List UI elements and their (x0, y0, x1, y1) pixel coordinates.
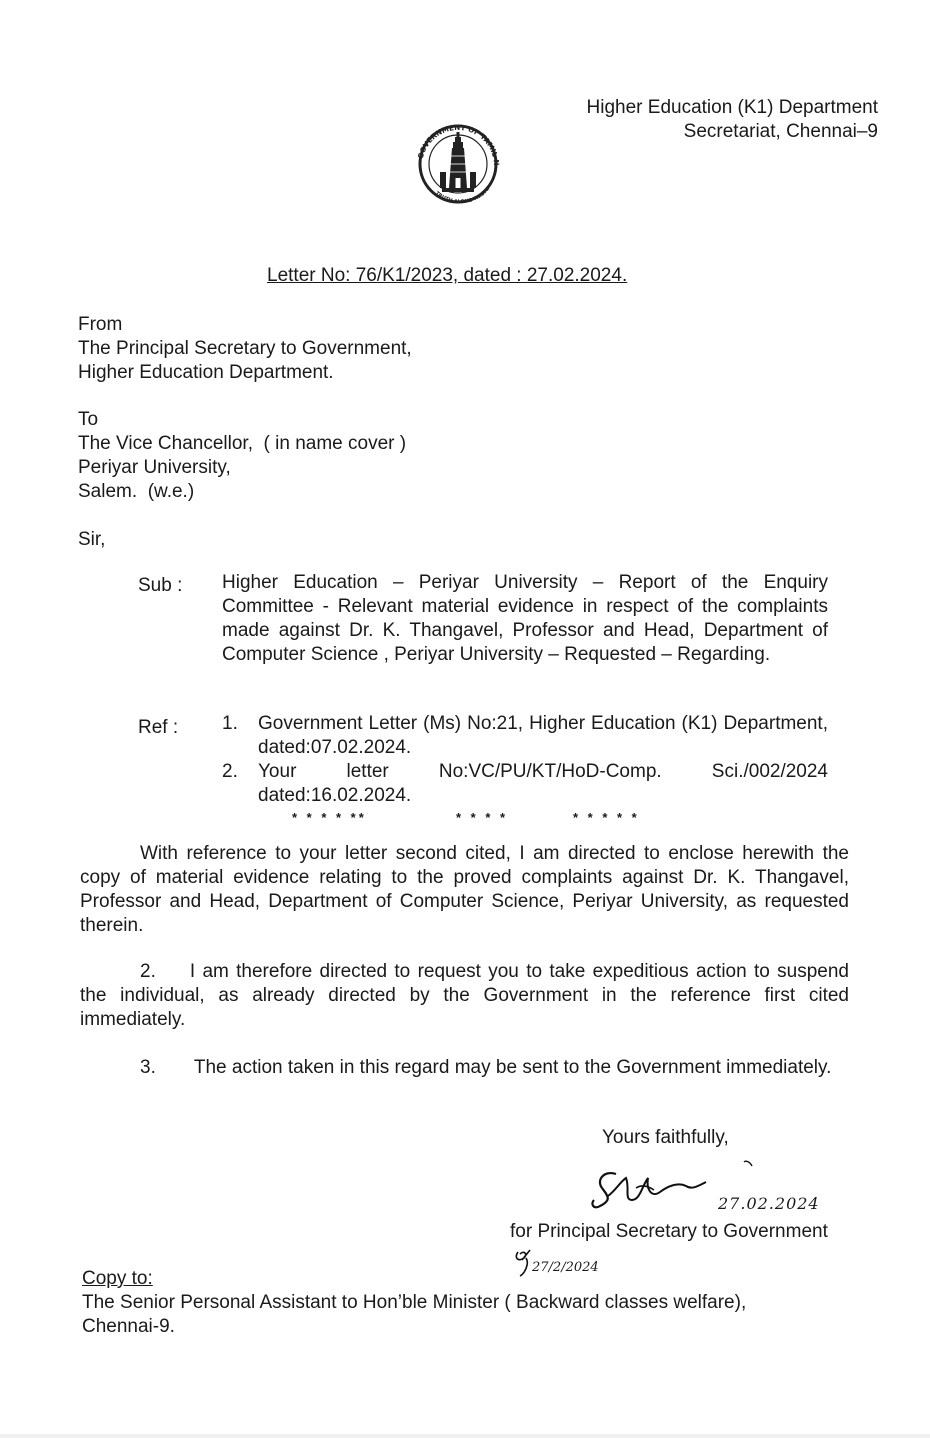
to-line-3: Salem. (w.e.) (78, 481, 195, 502)
signature-date: 27.02.2024 (718, 1194, 820, 1213)
paragraph-number: 3. (140, 1057, 156, 1078)
to-label: To (78, 409, 99, 430)
government-seal-icon (412, 116, 504, 216)
reference-item (222, 760, 828, 808)
to-line-1: The Vice Chancellor, ( in name cover ) (78, 433, 407, 454)
copy-to-line-2: Chennai-9. (82, 1316, 175, 1337)
separator-stars: * * * * ** (292, 810, 367, 825)
copy-to-label: Copy to: (82, 1268, 153, 1289)
department-name: Higher Education (K1) Department (586, 97, 878, 118)
separator-stars: * * * * * (573, 810, 640, 825)
reference-number: 1. (222, 713, 238, 734)
from-label: From (78, 314, 123, 335)
subject-text: Higher Education – Periyar University – Report of the Enquiry Committee - Relevant material evidence in respect of the complaints made against Dr. K. Thangavel, Professor and Head, Department of Computer Science , Periyar University – Requested – Regarding. (222, 572, 828, 665)
page-bottom-edge (0, 1434, 930, 1438)
paragraph-text: The action taken in this regard may be sent to the Government immediately. (193, 1057, 832, 1078)
reference-text-line: dated:16.02.2024. (258, 785, 412, 806)
body-paragraph-3 (80, 1056, 849, 1080)
reference-word: letter (346, 761, 389, 782)
from-line-1: The Principal Secretary to Government, (78, 338, 412, 359)
signatory-designation: for Principal Secretary to Government (510, 1221, 828, 1242)
reference-text-line (258, 760, 828, 784)
initials-date: 27/2/2024 (532, 1260, 599, 1275)
reference-word: Sci./002/2024 (711, 761, 828, 782)
body-paragraph-1 (80, 842, 849, 938)
paragraph-text: I am therefore directed to request you to take expeditious action to suspend the individual, as already directed by the Government in the reference first cited immediately. (80, 961, 849, 1030)
reference-number: 2. (222, 761, 238, 782)
copy-to-line-1: The Senior Personal Assistant to Hon’ble Minister ( Backward classes welfare), (82, 1292, 747, 1313)
svg-text:GOVERNMENT OF TAMIL NADU: GOVERNMENT OF TAMIL N (415, 122, 502, 166)
copy-to-section (82, 1267, 746, 1339)
complimentary-close: Yours faithfully, (602, 1127, 729, 1148)
separator-stars: * * * * (456, 810, 509, 825)
reference-word: Your (258, 761, 297, 782)
subject-label: Sub : (138, 575, 183, 596)
paragraph-number: 2. (140, 961, 156, 982)
from-address (78, 313, 412, 385)
reference-text: Government Letter (Ms) No:21, Higher Education (K1) Department, dated:07.02.2024. (258, 713, 828, 758)
reference-item (222, 712, 828, 760)
letter-number: Letter No: 76/K1/2023, dated : 27.02.2024. (267, 265, 628, 286)
from-line-2: Higher Education Department. (78, 362, 334, 383)
reference-label: Ref : (138, 717, 179, 738)
reference-list (222, 712, 828, 808)
svg-text:TRUTH ALONE TRIUMPHS: TRUTH ALONE TRIUMP (433, 184, 493, 206)
department-address: Secretariat, Chennai–9 (683, 121, 878, 142)
to-address (78, 408, 406, 504)
paragraph-text: With reference to your letter second cited, I am directed to enclose herewith the copy of material evidence relating to the proved complaints against Dr. K. Thangavel, Professor and Head, Department of Computer Science, Periyar University, as requested therein. (80, 843, 849, 936)
body-paragraph-2 (80, 960, 849, 1032)
salutation: Sir, (78, 529, 106, 550)
to-line-2: Periyar University, (78, 457, 231, 478)
reference-word: No:VC/PU/KT/HoD-Comp. (438, 761, 662, 782)
department-header (587, 96, 878, 144)
